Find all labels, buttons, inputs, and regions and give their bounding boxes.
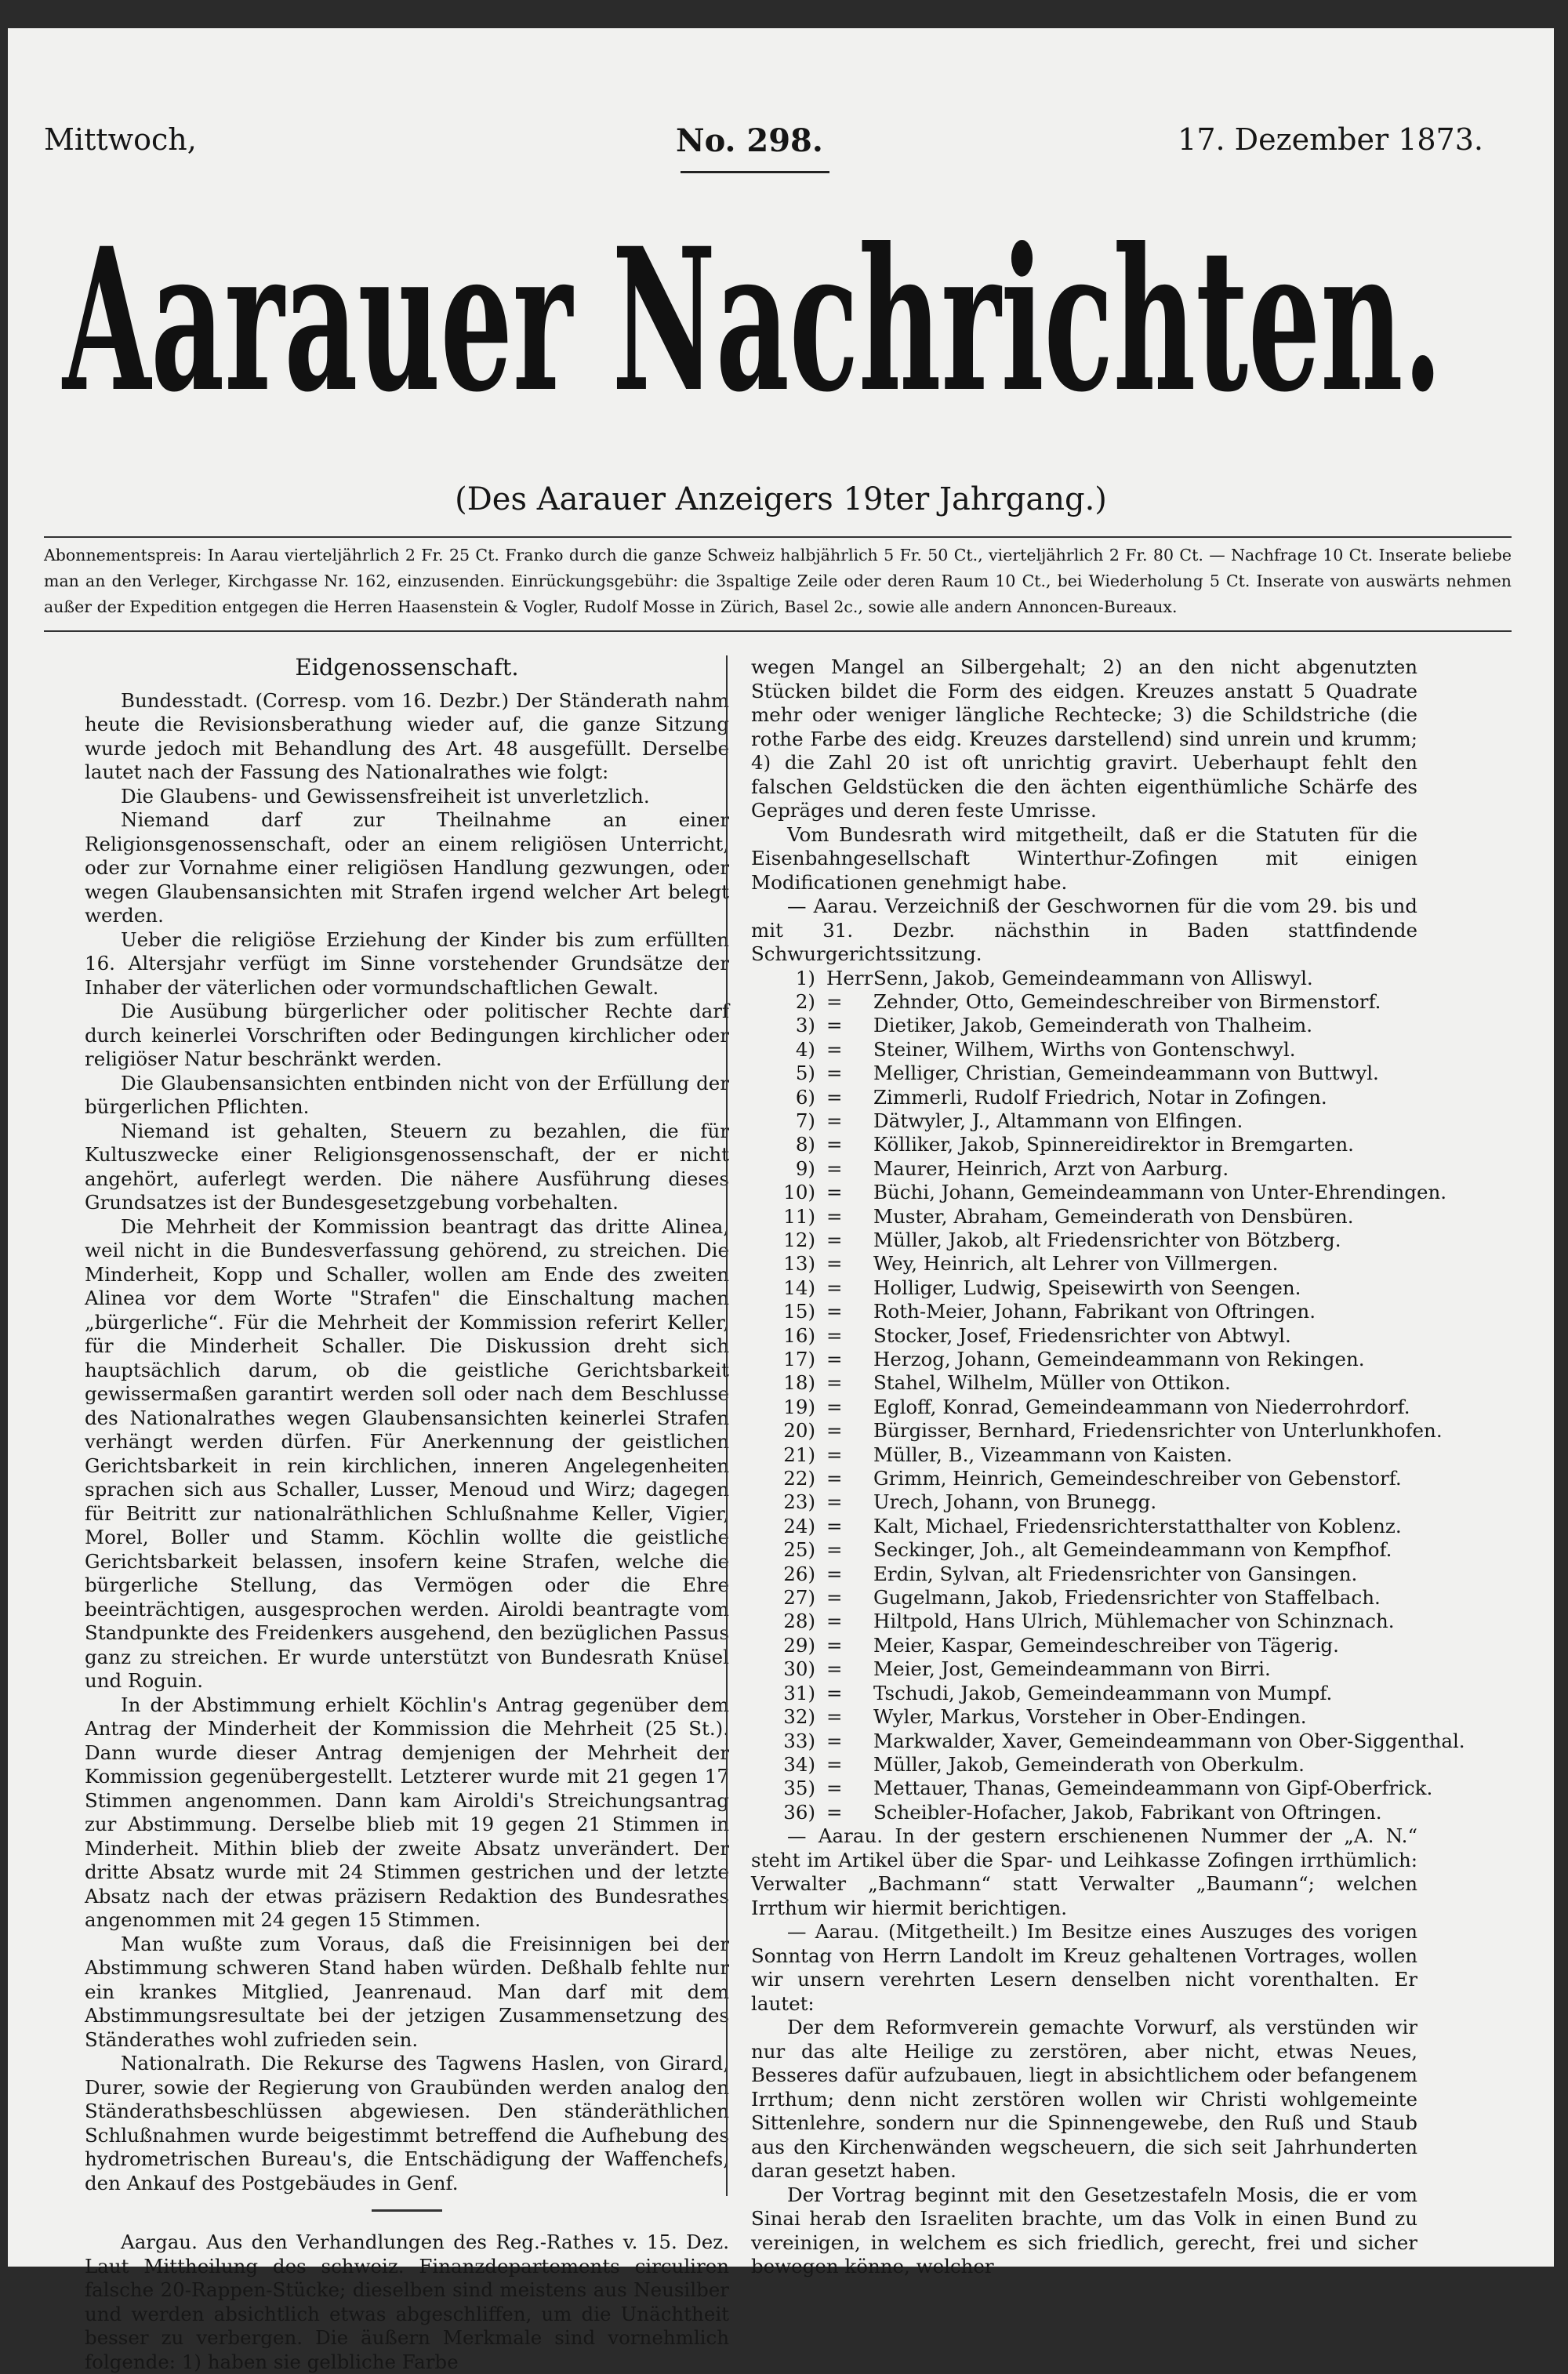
juror-number: 20): [783, 1419, 815, 1443]
juror-item: [751, 1324, 1417, 1348]
juror-entry: Maurer, Heinrich, Arzt von Aarburg.: [873, 1156, 1229, 1180]
juror-entry: Tschudi, Jakob, Gemeindeammann von Mumpf.: [873, 1681, 1333, 1704]
juror-entry: Müller, Jakob, alt Friedensrichter von Bötzberg.: [873, 1228, 1341, 1251]
juror-entry: Bürgisser, Bernhard, Friedensrichter von Unterlunkhofen.: [873, 1419, 1443, 1443]
juror-entry: Senn, Jakob, Gemeindeammann von Alliswyl.: [873, 966, 1313, 989]
juror-prefix: =: [826, 1133, 843, 1156]
juror-item: [751, 1014, 1417, 1037]
juror-entry: Kalt, Michael, Friedensrichterstatthalter von Koblenz.: [873, 1514, 1402, 1537]
juror-number: 17): [783, 1348, 815, 1370]
juror-number: 33): [783, 1729, 815, 1752]
juror-item: [751, 1610, 1417, 1633]
juror-prefix: =: [826, 1610, 843, 1633]
juror-prefix: =: [826, 1109, 843, 1132]
juror-entry: Markwalder, Xaver, Gemeindeammann von Ober-Siggenthal.: [873, 1729, 1465, 1752]
juror-prefix: =: [826, 989, 843, 1013]
juror-entry: Gugelmann, Jakob, Friedensrichter von Staffelbach.: [873, 1586, 1381, 1610]
article-paragraph: Nationalrath. Die Rekurse des Tagwens Haslen, von Girard, Durer, sowie der Regierung von Graubünden werden analog den Ständerathsbeschlüssen abgewiesen. Den ständeräthlichen Schlußnahmen wurde beigestimmt betreffend die Aufhebung des hydrometrischen Bureau's, die Entschädigung der Waffenchefs, den Ankauf des Postgebäudes in Genf.: [85, 2052, 729, 2194]
juror-entry: Meier, Kaspar, Gemeindeschreiber von Tägerig.: [873, 1633, 1339, 1657]
juror-entry: Kölliker, Jakob, Spinnereidirektor in Bremgarten.: [873, 1133, 1354, 1156]
article-paragraph: — Aarau. (Mitgetheilt.) Im Besitze eines Auszuges des vorigen Sonntag von Herrn Landolt im Kreuz gehaltenen Vortrages, wollen wir unsern verehrten Lesern denselben nicht vorenthalten. Er lautet:: [751, 1920, 1417, 2015]
juror-number: 31): [783, 1681, 815, 1704]
juror-number: 18): [783, 1371, 815, 1395]
juror-entry: Wyler, Markus, Vorsteher in Ober-Endingen.: [873, 1705, 1307, 1729]
juror-number: 14): [783, 1276, 815, 1299]
juror-prefix: =: [826, 1181, 843, 1204]
juror-number: 26): [783, 1562, 815, 1585]
juror-prefix: =: [826, 1300, 843, 1323]
juror-entry: Stahel, Wilhelm, Müller von Ottikon.: [873, 1371, 1231, 1395]
juror-item: [751, 1396, 1417, 1419]
juror-prefix: =: [826, 1014, 843, 1037]
juror-prefix: =: [826, 1633, 843, 1657]
article-paragraph: Der dem Reformverein gemachte Vorwurf, als verstünden wir nur das alte Heilige zu zerstören, aber nicht, etwas Neues, Besseres dafür aufzubauen, liegt in absichtlichem oder befangenem Irrthum; denn nicht zerstören wollen wir Christi wohlgemeinte Sittenlehre, sondern nur die Spinnengewebe, den Ruß und Staub aus den Kirchenwänden wegscheuern, die sich seit Jahrhunderten daran gesetzt haben.: [751, 2016, 1417, 2183]
article-paragraph: Die Mehrheit der Kommission beantragt das dritte Alinea, weil nicht in die Bundesverfassung gehörend, zu streichen. Die Minderheit, Kopp und Schaller, wollen am Ende des zweiten Alinea vor dem Worte "Strafen" die Einschaltung machen „bürgerliche“. Für die Mehrheit der Kommission referirt Keller, für die Minderheit Schaller. Die Diskussion dreht sich hauptsächlich darum, ob die geistliche Gerichtsbarkeit gewissermaßen garantirt werden soll oder nach dem Beschlusse des Nationalrathes wegen Glaubensansichten keinerlei Strafen verhängt werden dürfen. Für Anerkennung der geistlichen Gerichtsbarkeit in rein kirchlichen, inneren Angelegenheiten sprachen sich aus Schaller, Lusser, Menoud und Wirz; dagegen für Beitritt zur nationalräthlichen Schlußnahme Keller, Vigier, Morel, Boller und Stamm. Köchlin wollte die geistliche Gerichtsbarkeit belassen, insofern keine Strafen, welche die bürgerliche Stellung, das Vermögen oder die Ehre beeinträchtigen, ausgesprochen werden. Airoldi beantragte vom Standpunkte des Freidenkers ausgehend, den bezüglichen Passus ganz zu streichen. Er wurde unterstützt von Bundesrath Knüsel und Roguin.: [85, 1214, 729, 1692]
juror-item: [751, 1348, 1417, 1371]
juror-number: 30): [783, 1657, 815, 1681]
juror-number: 24): [783, 1514, 815, 1537]
juror-item: [751, 1276, 1417, 1300]
juror-entry: Müller, B., Vizeammann von Kaisten.: [873, 1443, 1232, 1466]
juror-entry: Büchi, Johann, Gemeindeammann von Unter-Ehrendingen.: [873, 1181, 1447, 1204]
juror-entry: Scheibler-Hofacher, Jakob, Fabrikant von Oftringen.: [873, 1800, 1382, 1824]
juror-entry: Mettauer, Thanas, Gemeindeammann von Gipf-Oberfrick.: [873, 1777, 1433, 1800]
juror-item: [751, 1300, 1417, 1323]
article-paragraph: Die Glaubens- und Gewissensfreiheit ist unverletzlich.: [121, 784, 650, 808]
juror-number: 35): [783, 1777, 815, 1800]
juror-item: [751, 1657, 1417, 1681]
article-paragraph: Der Vortrag beginnt mit den Gesetzestafeln Mosis, die er vom Sinai herab den Israeliten brachte, um das Volk in einen Bund zu vereinigen, in welchem es sich friedlich, gerecht, frei und sicher bewegen könne, welcher: [751, 2183, 1417, 2278]
article-paragraph: Die Glaubensansichten entbinden nicht von der Erfüllung der bürgerlichen Pflichten.: [85, 1071, 729, 1118]
juror-number: 15): [783, 1300, 815, 1323]
juror-prefix: =: [826, 1228, 843, 1251]
juror-prefix: =: [826, 1371, 843, 1395]
juror-number: 28): [783, 1610, 815, 1633]
juror-prefix: =: [826, 1490, 843, 1514]
juror-number: 23): [783, 1490, 815, 1514]
juror-entry: Wey, Heinrich, alt Lehrer von Villmergen.: [873, 1252, 1279, 1276]
juror-prefix: =: [826, 1705, 843, 1729]
juror-item: [751, 1705, 1417, 1729]
juror-number: 16): [783, 1323, 815, 1347]
masthead-subtitle: (Des Aarauer Anzeigers 19ter Jahrgang.): [455, 481, 1107, 517]
juror-entry: Seckinger, Joh., alt Gemeindeammann von Kempfhof.: [873, 1538, 1392, 1562]
juror-prefix: =: [826, 1562, 843, 1585]
juror-entry: Erdin, Sylvan, alt Friedensrichter von Gansingen.: [873, 1562, 1358, 1585]
juror-prefix: =: [826, 1514, 843, 1537]
juror-number: 3): [795, 1014, 815, 1037]
juror-entry: Muster, Abraham, Gemeinderath von Densbüren.: [873, 1204, 1354, 1228]
juror-number: 21): [783, 1443, 815, 1466]
juror-number: 36): [783, 1800, 815, 1824]
juror-item: [751, 990, 1417, 1014]
juror-number: 8): [795, 1133, 815, 1156]
article-paragraph: Niemand ist gehalten, Steuern zu bezahlen, die für Kultuszwecke einer Religionsgenossenschaft, der er nicht angehört, auferlegt werden. Die nähere Ausführung dieses Grundsatzes ist der Bundesgesetzgebung vorbehalten.: [85, 1119, 729, 1214]
article-paragraph: Ueber die religiöse Erziehung der Kinder bis zum erfüllten 16. Altersjahr verfügt im Sinne vorstehender Grundsätze der Inhaber der väterlichen oder vormundschaftlichen Gewalt.: [85, 927, 729, 999]
juror-item: [751, 1419, 1443, 1443]
juror-item: [751, 1181, 1447, 1204]
article-paragraph: — Aarau. In der gestern erschienenen Nummer der „A. N.“ steht im Artikel über die Spar- und Leihkasse Zofingen irrthümlich: Verwalter „Bachmann“ statt Verwalter „Baumann“; welchen Irrthum wir hiermit berichtigen.: [751, 1824, 1417, 1919]
juror-entry: Steiner, Wilhem, Wirths von Gontenschwyl.: [873, 1037, 1296, 1061]
article-paragraph: In der Abstimmung erhielt Köchlin's Antrag gegenüber dem Antrag der Minderheit der Kommission die Mehrheit (25 St.). Dann wurde dieser Antrag demjenigen der Mehrheit der Kommission gegenübergestellt. Letzterer wurde mit 21 gegen 17 Stimmen angenommen. Dann kam Airoldi's Streichungsantrag zur Abstimmung. Derselbe blieb mit 19 gegen 21 Stimmen in Minderheit. Mithin blieb der zweite Absatz unverändert. Der dritte Absatz wurde mit 24 Stimmen gestrichen und der letzte Absatz nach der etwas präzisern Redaktion des Bundesrathes angenommen mit 24 gegen 15 Stimmen.: [85, 1693, 729, 1931]
article-paragraph: — Aarau. Verzeichniß der Geschwornen für die vom 29. bis und mit 31. Dezbr. nächsthin in Baden stattfindende Schwurgerichtssitzung.: [751, 895, 1417, 965]
newspaper-page: [8, 28, 1554, 2373]
juror-prefix: =: [826, 1752, 843, 1776]
juror-entry: Hiltpold, Hans Ulrich, Mühlemacher von Schinznach.: [873, 1610, 1395, 1633]
juror-number: 27): [783, 1586, 815, 1610]
juror-prefix: =: [826, 1156, 843, 1180]
juror-prefix: =: [826, 1276, 843, 1299]
juror-number: 25): [783, 1538, 815, 1562]
juror-item: [751, 1109, 1417, 1133]
juror-entry: Zimmerli, Rudolf Friedrich, Notar in Zofingen.: [873, 1085, 1327, 1109]
juror-prefix: =: [826, 1085, 843, 1109]
juror-prefix: =: [826, 1037, 843, 1061]
article-paragraph: Man wußte zum Voraus, daß die Freisinnigen bei der Abstimmung schweren Stand haben würden. Deßhalb fehlte nur ein krankes Mitglied, Jeanrenaud. Man darf mit dem Abstimmungsresultate bei der jetzigen Zusammensetzung des Ständerathes wohl zufrieden sein.: [85, 1932, 729, 2051]
juror-prefix: =: [826, 1419, 843, 1443]
juror-prefix: =: [826, 1800, 843, 1824]
juror-entry: Meier, Jost, Gemeindeammann von Birri.: [873, 1657, 1271, 1681]
section-title: Eidgenossenschaft.: [295, 654, 519, 681]
masthead-title: [55, 205, 1450, 436]
juror-entry: Melliger, Christian, Gemeindeammann von Buttwyl.: [873, 1062, 1379, 1085]
juror-number: 2): [795, 989, 815, 1013]
juror-entry: Zehnder, Otto, Gemeindeschreiber von Birmenstorf.: [873, 989, 1381, 1013]
weekday: Mittwoch,: [44, 122, 197, 157]
juror-entry: Holliger, Ludwig, Speisewirth von Seengen.: [873, 1276, 1301, 1299]
juror-prefix: =: [826, 1323, 843, 1347]
dateline: [44, 122, 1483, 169]
juror-item: [751, 1371, 1417, 1395]
juror-number: 9): [795, 1156, 815, 1180]
juror-item: [751, 1729, 1465, 1753]
juror-entry: Egloff, Konrad, Gemeindeammann von Niederrohrdorf.: [873, 1395, 1410, 1418]
juror-prefix: =: [826, 1395, 843, 1418]
juror-number: 7): [795, 1109, 815, 1132]
subscription-info: Abonnementspreis: In Aarau vierteljährlich 2 Fr. 25 Ct. Franko durch die ganze Schweiz halbjährlich 5 Fr. 50 Ct., vierteljährlich 2 Fr. 80 Ct. — Nachfrage 10 Ct. Inserate beliebe man an den Verleger, Kirchgasse Nr. 162, einzusenden. Einrückungsgebühr: die 3spaltige Zeile oder deren Raum 10 Ct., bei Wiederholung 5 Ct. Inserate von auswärts nehmen außer der Expedition entgegen die Herren Haasenstein & Vogler, Rudolf Mosse in Zürich, Basel 2c., sowie alle andern Annoncen-Bureaux.: [44, 546, 1512, 616]
juror-item: [751, 1086, 1417, 1109]
juror-entry: Roth-Meier, Johann, Fabrikant von Oftringen.: [873, 1300, 1316, 1323]
juror-number: 29): [783, 1633, 815, 1657]
juror-prefix: =: [826, 1062, 843, 1085]
juror-item: [751, 967, 1417, 990]
masthead-text: Aarauer Nachrichten.: [61, 205, 1443, 435]
juror-prefix: =: [826, 1538, 843, 1562]
juror-entry: Urech, Johann, von Brunegg.: [873, 1490, 1157, 1514]
juror-prefix: =: [826, 1777, 843, 1800]
juror-prefix: =: [826, 1204, 843, 1228]
column-left: [85, 654, 729, 2373]
juror-number: 1): [795, 966, 815, 989]
juror-item: [751, 1682, 1417, 1705]
masthead: [55, 205, 1450, 436]
juror-prefix: =: [826, 1681, 843, 1704]
juror-number: 12): [783, 1228, 815, 1251]
juror-item: [751, 1490, 1417, 1514]
juror-number: 22): [783, 1467, 815, 1490]
article-paragraph: wegen Mangel an Silbergehalt; 2) an den nicht abgenutzten Stücken bildet die Form des eidgen. Kreuzes anstatt 5 Quadrate mehr oder weniger längliche Rechtecke; 3) die Schildstriche (die rothe Farbe des eidg. Kreuzes darstellend) sind unrein und krumm; 4) die Zahl 20 ist oft unrichtig gravirt. Ueberhaupt fehlt den falschen Geldstücken die den ächten eigenthümliche Schärfe des Gepräges und deren feste Umrisse.: [751, 655, 1417, 822]
juror-number: 19): [783, 1395, 815, 1418]
juror-number: 32): [783, 1705, 815, 1729]
juror-item: [751, 1586, 1417, 1610]
issue-date: 17. Dezember 1873.: [1178, 122, 1483, 157]
column-right: [751, 655, 1465, 2278]
juror-number: 5): [795, 1062, 815, 1085]
juror-number: 10): [783, 1181, 815, 1204]
juror-number: 11): [783, 1204, 815, 1228]
juror-item: [751, 1252, 1417, 1276]
juror-item: [751, 1538, 1417, 1562]
juror-item: [751, 1038, 1417, 1062]
juror-prefix: =: [826, 1586, 843, 1610]
juror-prefix: =: [826, 1729, 843, 1752]
juror-prefix: =: [826, 1443, 843, 1466]
juror-number: 6): [795, 1085, 815, 1109]
juror-number: 4): [795, 1037, 815, 1061]
column-divider: [726, 655, 728, 2196]
juror-entry: Grimm, Heinrich, Gemeindeschreiber von Gebenstorf.: [873, 1467, 1402, 1490]
juror-number: 13): [783, 1252, 815, 1276]
juror-prefix: =: [826, 1348, 843, 1370]
juror-entry: Stocker, Josef, Friedensrichter von Abtwyl.: [873, 1323, 1291, 1347]
juror-entry: Herzog, Johann, Gemeindeammann von Rekingen.: [873, 1348, 1365, 1370]
issue-number: No. 298.: [676, 122, 823, 159]
header-rule-top: [44, 536, 1512, 538]
article-paragraph: Aargau. Aus den Verhandlungen des Reg.-Rathes v. 15. Dez. Laut Mittheilung des schweiz. Finanzdepartements circuliren falsche 20-Rappen-Stücke; dieselben sind meistens aus Neusilber und werden absichtlich etwas abgeschliffen, um die Unächtheit besser zu verbergen. Die äußern Merkmale sind vornehmlich folgende: 1) haben sie gelbliche Farbe: [85, 2231, 729, 2373]
juror-item: [751, 1229, 1417, 1252]
article-paragraph: Niemand darf zur Theilnahme an einer Religionsgenossenschaft, oder an einem religiösen Unterricht, oder zur Vornahme einer religiösen Handlung gezwungen, oder wegen Glaubensansichten mit Strafen irgend welcher Art belegt werden.: [85, 808, 729, 927]
juror-item: [751, 1133, 1417, 1156]
juror-number: 34): [783, 1752, 815, 1776]
juror-item: [751, 1563, 1417, 1586]
juror-item: [751, 1062, 1417, 1085]
header-rule-bottom: [44, 630, 1512, 632]
juror-prefix: =: [826, 1657, 843, 1681]
juror-item: [751, 1753, 1417, 1777]
article-paragraph: Bundesstadt. (Corresp. vom 16. Dezbr.) Der Ständerath nahm heute die Revisionsberathung wieder auf, die ganze Sitzung wurde jedoch mit Behandlung des Art. 48 ausgefüllt. Derselbe lautet nach der Fassung des Nationalrathes wie folgt:: [85, 688, 729, 783]
section-divider: [372, 2209, 442, 2212]
juror-entry: Müller, Jakob, Gemeinderath von Oberkulm.: [873, 1752, 1305, 1776]
juror-item: [751, 1801, 1417, 1824]
juror-prefix: Herr: [826, 966, 873, 989]
juror-entry: Dätwyler, J., Altammann von Elfingen.: [873, 1109, 1243, 1132]
juror-item: [751, 1777, 1433, 1800]
article-paragraph: Vom Bundesrath wird mitgetheilt, daß er die Statuten für die Eisenbahngesellschaft Winterthur-Zofingen mit einigen Modificationen genehmigt habe.: [751, 822, 1417, 894]
juror-prefix: =: [826, 1467, 843, 1490]
juror-list: [751, 966, 1465, 1825]
juror-item: [751, 1443, 1417, 1467]
juror-item: [751, 1515, 1417, 1538]
juror-item: [751, 1467, 1417, 1490]
juror-entry: Dietiker, Jakob, Gemeinderath von Thalheim.: [873, 1014, 1313, 1037]
article-paragraph: Die Ausübung bürgerlicher oder politischer Rechte darf durch keinerlei Vorschriften oder Bedingungen kirchlicher oder religiöser Natur beschränkt werden.: [85, 1000, 729, 1070]
juror-item: [751, 1157, 1417, 1181]
issue-ornament-rule: [681, 171, 829, 173]
juror-item: [751, 1634, 1417, 1657]
juror-prefix: =: [826, 1252, 843, 1276]
juror-item: [751, 1205, 1417, 1229]
